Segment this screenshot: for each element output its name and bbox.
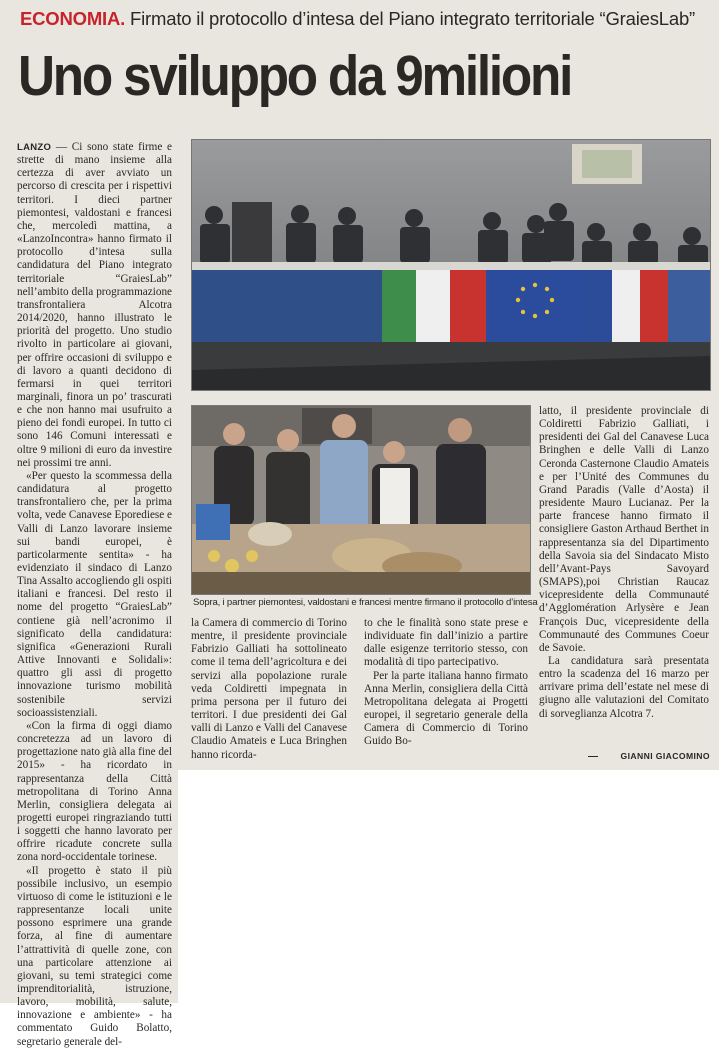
photo-signing-ceremony xyxy=(191,139,711,391)
photo-partners-group xyxy=(191,405,531,595)
article-column-4 xyxy=(539,405,709,745)
signature-rule xyxy=(588,756,598,757)
paragraph: «Per questo la scommessa della candidatura al progetto transfrontaliero che, per la prima volta, vede Canavese Eporediese e Valli di Lanzo lavorare insieme sui bandi europei, è particolarmente sentita» - ha evidenziato il sindaco di Lanzo Tina Assalto accogliendo gli ospiti italiani e francesi. Del resto il nome del progetto “GraiesLab” contiene già nell’acronimo il significato della candidatura: significa «Generazioni Rurali Attive Innovanti e Solidali»: quattro gli assi di progetto innovazione turismo mobilità sostenibile servizi socioassistenziali. xyxy=(17,469,173,719)
photo-caption: Sopra, i partner piemontesi, valdostani e francesi mentre firmano il protocollo d’intesa xyxy=(193,597,538,608)
paragraph: — Ci sono state firme e strette di mano insieme alla certezza di aver avviato un percorso di crescita per i rispettivi territori. I dieci partner piemontesi, valdostani e francesi che, mercoledì mattina, a «LanzoIncontra» hanno firmato il protocollo d’intesa sulla candidatura del Piano integrato territoriale “GraiesLab” nell’ambito della programmazione transfrontaliera Alcotra 2014/2020, hanno illustrato le priorità del progetto. Uno studio rivolto in particolare ai giovani, per offrire occasioni di sviluppo e di lavoro a quanti decidono di fermarsi in quei territori marginali, finora un po’ trascurati e che non hanno mai usufruito a pieno dei fondi europei. In tutto ci sono 146 Comuni interessati e oltre 9 milioni di euro da investire nei prossimi tre anni. xyxy=(17,141,172,469)
paragraph: to che le finalità sono state prese e individuate fin dall’inizio a partire dalle esigenze territorio stesso, con modalità di tipo partecipativo. xyxy=(364,617,528,669)
author-signature: GIANNI GIACOMINO xyxy=(620,751,710,761)
article-column-2 xyxy=(191,617,347,764)
article-column-3 xyxy=(364,617,528,764)
paragraph: latto, il presidente provinciale di Coldiretti Fabrizio Galliati, i presidenti dei Gal del Canavese Luca Bringhen e delle Valli di Lanzo Ceronda Casternone Claudio Amateis e per l’Unité des Communes du Grand Paradis (Valle d’Aosta) il presidente Mauro Lucianaz. Per la parte francese hanno firmato il consigliere Gaston Arthaud Berthet in rappresentanza sia del Dipartimento della Savoia sia del Sindacato Misto dell’Avant-Pays Savoyard (SMAPS),poi Christian Raucaz vicepresidente della Communauté d’Agglomération Arlysère e Jean François Duc, vicepresidente della Communauté des Communes Coeur de Savoie. xyxy=(539,405,709,654)
dateline: LANZO xyxy=(17,142,52,153)
paragraph: Per la parte italiana hanno firmato Anna Merlin, consigliera della Città Metropolitana delegata ai Progetti europei, il segretario generale della Camera di Commercio di Torino Guido Bo- xyxy=(364,669,528,748)
paragraph: «Il progetto è stato il più possibile inclusivo, un esempio virtuoso di come le istituzioni e le rappresentanze locali unite possono esprimere una grande forza, al fine di aumentare l’attrattività di quelle zone, con una particolare attenzione ai giovani, su temi strategici come imprenditorialità, istruzione, lavoro, mobilità, salute, innovazione e ambiente» - ha commentato Guido Bolatto, segretario generale del- xyxy=(17,864,172,1048)
paragraph: «Con la firma di oggi diamo concretezza ad un lavoro di progettazione nato già alla fine del 2015» - ha ricordato in rappresentanza della Città metropolitana di Torino Anna Merlin, consigliera delegata ai progetti europei ringraziando tutti i soggetti che hanno lavorato per offrire ricadute concrete sulla zona nord-occidentale torinese. xyxy=(17,719,173,864)
article-column-1 xyxy=(17,141,173,1048)
article-kicker xyxy=(20,6,710,32)
paragraph: La candidatura sarà presentata entro la scadenza del 16 marzo per arrivare prima dell’estate nel mese di giugno alle valutazioni del Comitato di sorveglianza Alcotra 7. xyxy=(539,654,709,720)
photo-signing-image xyxy=(192,140,710,390)
article-headline: Uno sviluppo da 9milioni xyxy=(18,44,572,108)
paragraph: la Camera di commercio di Torino mentre, il presidente provinciale Fabrizio Galliati ha sottolineato come il tema dell’agricoltura e dei servizi alla popolazione rurale veda Coldiretti impegnata in prima persona per il futuro dei territori. I due presidenti dei Gal valli di Lanzo e Valli del Canavese Claudio Amateis e Luca Bringhen hanno ricorda- xyxy=(191,617,347,761)
photo-partners-image xyxy=(192,406,530,594)
article-subtitle: Firmato il protocollo d’intesa del Piano integrato territoriale “GraiesLab” xyxy=(130,8,695,29)
section-label: ECONOMIA. xyxy=(20,8,126,29)
